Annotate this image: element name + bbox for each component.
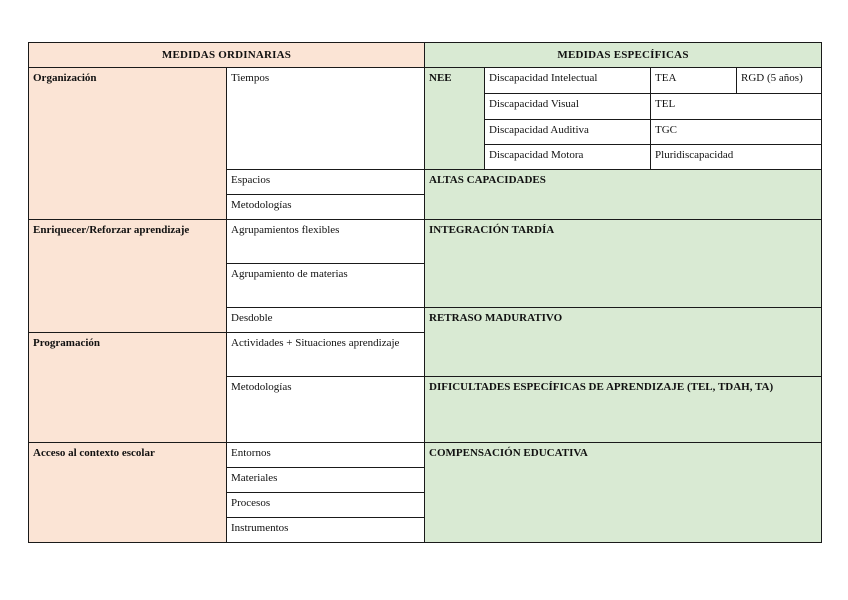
item-metodologias-prog: Metodologías bbox=[227, 377, 425, 443]
nee-tgc: TGC bbox=[651, 120, 822, 145]
nee-discapacidad-intelectual: Discapacidad Intelectual bbox=[485, 68, 651, 94]
header-especificas: MEDIDAS ESPECÍFICAS bbox=[425, 43, 822, 68]
compensacion-educativa: COMPENSACIÓN EDUCATIVA bbox=[425, 443, 822, 543]
nee-discapacidad-visual: Discapacidad Visual bbox=[485, 94, 651, 120]
item-tiempos: Tiempos bbox=[227, 68, 425, 170]
item-instrumentos: Instrumentos bbox=[227, 518, 425, 543]
item-agrupamientos-flexibles: Agrupamientos flexibles bbox=[227, 220, 425, 264]
dificultades-especificas: DIFICULTADES ESPECÍFICAS DE APRENDIZAJE (TEL, TDAH, TA) bbox=[425, 377, 822, 443]
category-organizacion: Organización bbox=[29, 68, 227, 220]
item-desdoble: Desdoble bbox=[227, 308, 425, 333]
measures-table bbox=[28, 42, 822, 543]
nee-pluridiscapacidad: Pluridiscapacidad bbox=[651, 145, 822, 170]
item-metodologias-org: Metodologías bbox=[227, 195, 425, 220]
nee-label: NEE bbox=[425, 68, 485, 170]
nee-tea: TEA bbox=[651, 68, 737, 94]
nee-discapacidad-motora: Discapacidad Motora bbox=[485, 145, 651, 170]
item-actividades: Actividades + Situaciones aprendizaje bbox=[227, 333, 425, 377]
category-acceso: Acceso al contexto escolar bbox=[29, 443, 227, 543]
measures-table-wrapper bbox=[28, 42, 822, 543]
integracion-tardia: INTEGRACIÓN TARDÍA bbox=[425, 220, 822, 308]
header-ordinarias: MEDIDAS ORDINARIAS bbox=[29, 43, 425, 68]
category-enriquecer: Enriquecer/Reforzar aprendizaje bbox=[29, 220, 227, 333]
nee-rgd: RGD (5 años) bbox=[737, 68, 822, 94]
item-espacios: Espacios bbox=[227, 170, 425, 195]
item-agrupamiento-materias: Agrupamiento de materias bbox=[227, 264, 425, 308]
retraso-madurativo: RETRASO MADURATIVO bbox=[425, 308, 822, 377]
item-entornos: Entornos bbox=[227, 443, 425, 468]
item-materiales: Materiales bbox=[227, 468, 425, 493]
nee-tel: TEL bbox=[651, 94, 822, 120]
altas-capacidades: ALTAS CAPACIDADES bbox=[425, 170, 822, 220]
category-programacion: Programación bbox=[29, 333, 227, 443]
item-procesos: Procesos bbox=[227, 493, 425, 518]
nee-discapacidad-auditiva: Discapacidad Auditiva bbox=[485, 120, 651, 145]
